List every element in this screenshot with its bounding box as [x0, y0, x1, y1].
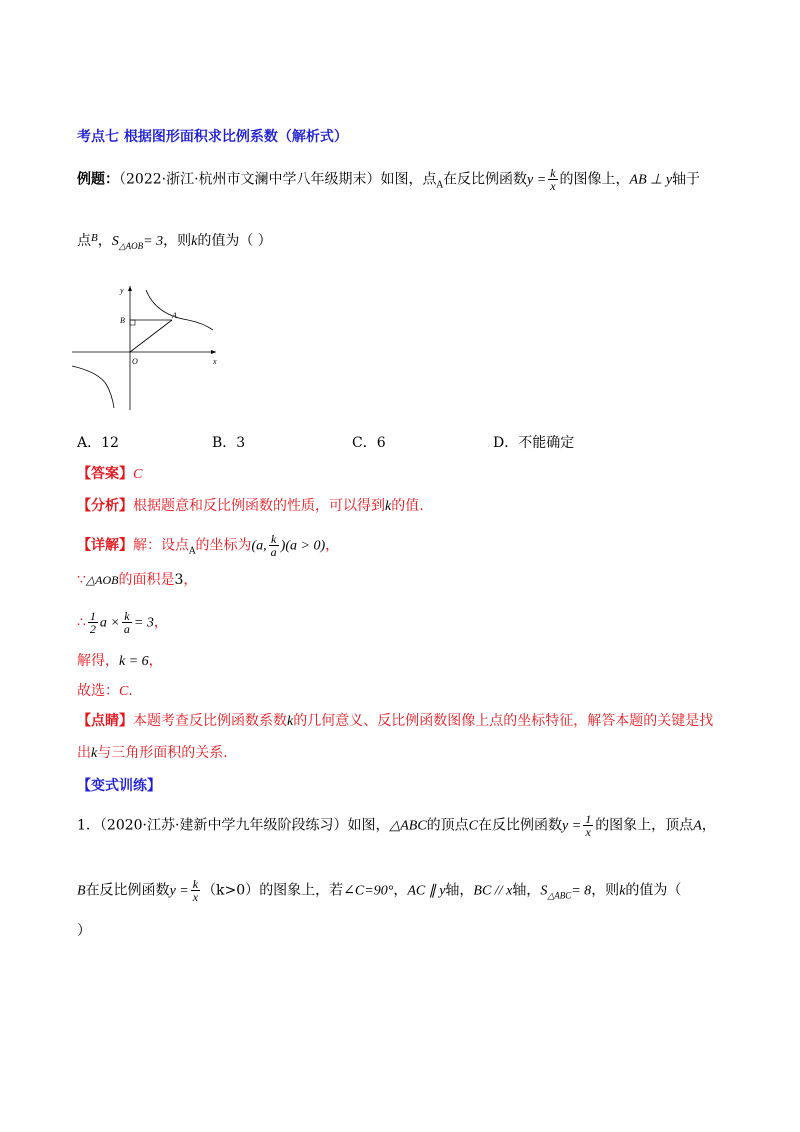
choose-text: 故选： — [77, 683, 119, 699]
area-val: 3 — [174, 572, 184, 588]
p-t2: 在反比例函数 — [478, 817, 563, 834]
curve-q1 — [146, 290, 213, 330]
comment-k: k — [287, 714, 294, 729]
p-axis: 轴， — [445, 882, 474, 899]
comment-text2: 的几何意义、反比例函数图像上点的坐标特征，解答本题的关键是找 — [293, 713, 714, 729]
curve-q3 — [72, 366, 114, 408]
p-t5: 的图象上，若∠ — [259, 882, 355, 899]
detail-line-4 — [77, 651, 163, 672]
analysis-line — [77, 496, 424, 517]
example-line-2 — [77, 228, 272, 256]
comment-text3: 出 — [77, 745, 91, 761]
triangle-aob: △AOB — [85, 573, 119, 587]
detail-text2: 的坐标为 — [195, 537, 252, 554]
p-a: A — [693, 818, 702, 834]
a-times: a × — [99, 615, 120, 631]
label-o: O — [132, 357, 138, 366]
half-frac: $\frac{1}{2}$ — [89, 609, 96, 636]
detail-tag: 【详解】 — [77, 537, 133, 554]
detail-line-1 — [77, 533, 339, 562]
example-line-1 — [77, 167, 700, 196]
then-k: ，则 — [163, 233, 192, 249]
practice-line-3 — [77, 921, 91, 941]
dian: 点 — [77, 233, 91, 249]
detail-comma-2: ， — [183, 572, 198, 588]
example-label: 例题： — [77, 171, 119, 188]
comma: ， — [97, 233, 112, 249]
practice-line-2 — [77, 878, 681, 906]
detail-point-a: A — [189, 546, 196, 557]
because-sym: ∵ — [77, 572, 86, 588]
eq-3: = 3 — [133, 615, 154, 631]
triangle-abc: △ABC — [389, 818, 427, 834]
comment-line-2 — [77, 743, 228, 764]
option-c[interactable]: C．6 — [352, 435, 386, 451]
analysis-tag: 【分析】 — [77, 498, 133, 514]
p-comma: ， — [701, 817, 716, 834]
choice-c: C — [119, 684, 129, 699]
p-t1: 的顶点 — [426, 817, 469, 834]
label-x: x — [213, 357, 217, 366]
label-y: y — [120, 286, 124, 295]
p-c: C — [468, 818, 479, 834]
right-angle-mark — [130, 320, 135, 325]
analysis-text: 根据题意和反比例函数的性质，可以得到 — [133, 498, 385, 514]
practice-num: 1． — [77, 817, 100, 834]
p-k: k — [619, 883, 626, 899]
ab-perp-y: AB ⊥ y — [629, 172, 673, 188]
p-axis2: 轴， — [512, 882, 541, 899]
p-t3: 的图象上，顶点 — [595, 817, 694, 834]
detail-text1: 解：设点 — [133, 537, 189, 554]
comment-line-1 — [77, 711, 713, 732]
axis-at: 轴于 — [672, 171, 701, 188]
coord-frac: $\frac{k}{a}$ — [270, 532, 277, 559]
p-angle: C=90° — [354, 883, 394, 899]
practice-header: 【变式训练】 — [77, 778, 161, 794]
p-b: B — [77, 883, 86, 899]
option-b[interactable]: B．3 — [212, 435, 246, 451]
comment-tag: 【点睛】 — [77, 713, 133, 729]
p-ac: AC ∥ y — [407, 883, 446, 899]
detail-line-3 — [77, 610, 168, 635]
k-eq-6: k = 6 — [119, 654, 149, 669]
point-b: B — [91, 232, 98, 244]
p-s: S — [540, 883, 548, 899]
p-close: ） — [77, 923, 91, 939]
area-val: = 3 — [143, 234, 164, 249]
frac-k-x: $\frac{k}{x}$ — [550, 166, 556, 193]
comment-text1: 本题考查反比例函数系数 — [133, 713, 287, 729]
answer-tag: 【答案】 — [77, 466, 133, 482]
segment-oa — [130, 320, 172, 352]
value-q: 的值为（ ） — [197, 233, 272, 249]
comment-text4: 与三角形面积的关系. — [97, 745, 228, 761]
analysis-k: k — [385, 499, 392, 514]
practice-src: （2020·江苏·建新中学九年级阶段练习）如图， — [99, 817, 390, 834]
coord-close: )(a > 0) — [280, 538, 326, 554]
area-sub: △AOB — [118, 241, 144, 251]
option-d[interactable]: D．不能确定 — [493, 435, 575, 451]
p-y-eq: y = — [562, 818, 582, 834]
detail-comma-4: ， — [148, 653, 163, 669]
practice-line-1 — [77, 813, 716, 838]
hyperbola-figure — [68, 280, 228, 415]
p-bc: BC // x — [473, 883, 513, 899]
therefore-sym: ∴ — [77, 614, 86, 631]
detail-line-2 — [77, 570, 197, 590]
k-var: k — [191, 234, 198, 249]
coord-open: (a, — [251, 538, 267, 554]
p-y-eq-2: y = — [169, 883, 189, 899]
analysis-end: 的值. — [391, 498, 424, 514]
detail-line-5 — [77, 681, 133, 702]
text-graph: 的图像上， — [559, 171, 630, 188]
option-a[interactable]: A．12 — [77, 435, 119, 451]
comment-k-2: k — [91, 746, 98, 761]
area-s: S — [111, 234, 119, 249]
label-a: A — [172, 311, 177, 320]
answer-line — [77, 464, 142, 485]
section-title: 考点七 根据图形面积求比例系数（解析式） — [77, 129, 348, 145]
detail-comma: ， — [325, 537, 340, 554]
area-text: 的面积是 — [118, 572, 175, 588]
period: . — [128, 683, 133, 699]
example-source: （2022·浙江·杭州市文澜中学八年级期末）如图，点 — [119, 171, 437, 188]
label-b: B — [120, 316, 125, 325]
p-s-val: = 8 — [571, 883, 592, 899]
p-comma-2: ， — [393, 882, 408, 899]
p-frac-1-x: $\frac{1}{x}$ — [585, 812, 592, 839]
p-t6: ，则 — [591, 882, 620, 899]
p-frac-k-x: $\frac{k}{x}$ — [192, 877, 199, 904]
p-s-sub: △ABC — [547, 890, 572, 901]
k-over-a: $\frac{k}{a}$ — [123, 609, 130, 636]
point-a: A — [436, 180, 444, 191]
p-cond: （k>0） — [202, 882, 260, 899]
p-t7: 的值为（ — [625, 882, 682, 899]
text-fn: 在反比例函数 — [443, 171, 528, 188]
p-t4: 在反比例函数 — [85, 882, 170, 899]
y-eq: y = — [527, 172, 547, 188]
answer-value: C — [133, 467, 143, 482]
solve-text: 解得， — [77, 653, 119, 669]
detail-comma-3: ， — [153, 614, 168, 631]
